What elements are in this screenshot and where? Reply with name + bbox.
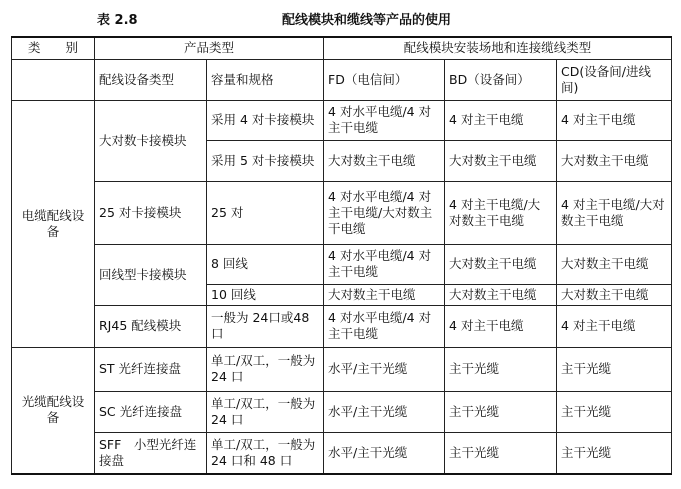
spec-cell: 采用 5 对卡接模块: [207, 140, 324, 181]
table-caption: [0, 6, 681, 28]
spec-cell: 8 回线: [207, 244, 324, 284]
fd-cell: 4 对水平电缆/4 对主干电缆: [324, 305, 445, 347]
cd-cell: 4 对主干电缆: [557, 305, 672, 347]
bd-cell: 主干光缆: [445, 347, 557, 391]
cd-cell: 大对数主干电缆: [557, 284, 672, 305]
bd-cell: 大对数主干电缆: [445, 244, 557, 284]
table-title: 配线模块和缆线等产品的使用: [282, 13, 452, 28]
cd-cell: 主干光缆: [557, 432, 672, 474]
header-row-1: [12, 37, 672, 59]
header-row-2: [12, 59, 672, 100]
table-number: 表 2.8: [97, 13, 138, 28]
bd-cell: 大对数主干电缆: [445, 284, 557, 305]
spec-cell: 一般为 24口或48口: [207, 305, 324, 347]
device-type-cell: SFF 小型光纤连接盘: [95, 432, 207, 474]
header-install-type: 配线模块安装场地和连接缆线类型: [324, 37, 672, 59]
fd-cell: 水平/主干光缆: [324, 347, 445, 391]
spec-cell: 采用 4 对卡接模块: [207, 100, 324, 140]
fd-cell: 大对数主干电缆: [324, 284, 445, 305]
table-row: [12, 391, 672, 432]
device-type-cell: 回线型卡接模块: [95, 244, 207, 305]
header-bd: BD（设备间）: [445, 59, 557, 100]
bd-cell: 4 对主干电缆: [445, 305, 557, 347]
table-row: [12, 181, 672, 244]
header-cd: CD(设备间/进线间): [557, 59, 672, 100]
table-row: [12, 432, 672, 474]
header-category-blank: [12, 59, 95, 100]
header-device-type: 配线设备类型: [95, 59, 207, 100]
fd-cell: 大对数主干电缆: [324, 140, 445, 181]
header-fd: FD（电信间）: [324, 59, 445, 100]
cd-cell: 4 对主干电缆/大对数主干电缆: [557, 181, 672, 244]
spec-cell: 单工/双工，一般为 24 口和 48 口: [207, 432, 324, 474]
fd-cell: 4 对水平电缆/4 对主干电缆/大对数主干电缆: [324, 181, 445, 244]
device-type-cell: ST 光纤连接盘: [95, 347, 207, 391]
bd-cell: 4 对主干电缆/大对数主干电缆: [445, 181, 557, 244]
fd-cell: 水平/主干光缆: [324, 391, 445, 432]
cd-cell: 主干光缆: [557, 347, 672, 391]
group-cable: 电缆配线设备: [12, 100, 95, 347]
fd-cell: 4 对水平电缆/4 对主干电缆: [324, 244, 445, 284]
header-capacity: 容量和规格: [207, 59, 324, 100]
bd-cell: 4 对主干电缆: [445, 100, 557, 140]
spec-cell: 10 回线: [207, 284, 324, 305]
group-fiber: 光缆配线设备: [12, 347, 95, 474]
device-type-cell: RJ45 配线模块: [95, 305, 207, 347]
device-type-cell: 大对数卡接模块: [95, 100, 207, 181]
table-row: [12, 244, 672, 284]
table-row: [12, 347, 672, 391]
bd-cell: 主干光缆: [445, 432, 557, 474]
cd-cell: 4 对主干电缆: [557, 100, 672, 140]
spec-cell: 单工/双工，一般为 24 口: [207, 347, 324, 391]
fd-cell: 4 对水平电缆/4 对主干电缆: [324, 100, 445, 140]
bd-cell: 大对数主干电缆: [445, 140, 557, 181]
spec-cell: 25 对: [207, 181, 324, 244]
table-row: [12, 100, 672, 140]
device-type-cell: SC 光纤连接盘: [95, 391, 207, 432]
header-product-type: 产品类型: [95, 37, 324, 59]
device-type-cell: 25 对卡接模块: [95, 181, 207, 244]
header-category: 类 别: [12, 37, 95, 59]
fd-cell: 水平/主干光缆: [324, 432, 445, 474]
spec-cell: 单工/双工，一般为 24 口: [207, 391, 324, 432]
bd-cell: 主干光缆: [445, 391, 557, 432]
product-usage-table: [11, 36, 672, 475]
cd-cell: 大对数主干电缆: [557, 140, 672, 181]
cd-cell: 主干光缆: [557, 391, 672, 432]
table-row: [12, 305, 672, 347]
cd-cell: 大对数主干电缆: [557, 244, 672, 284]
